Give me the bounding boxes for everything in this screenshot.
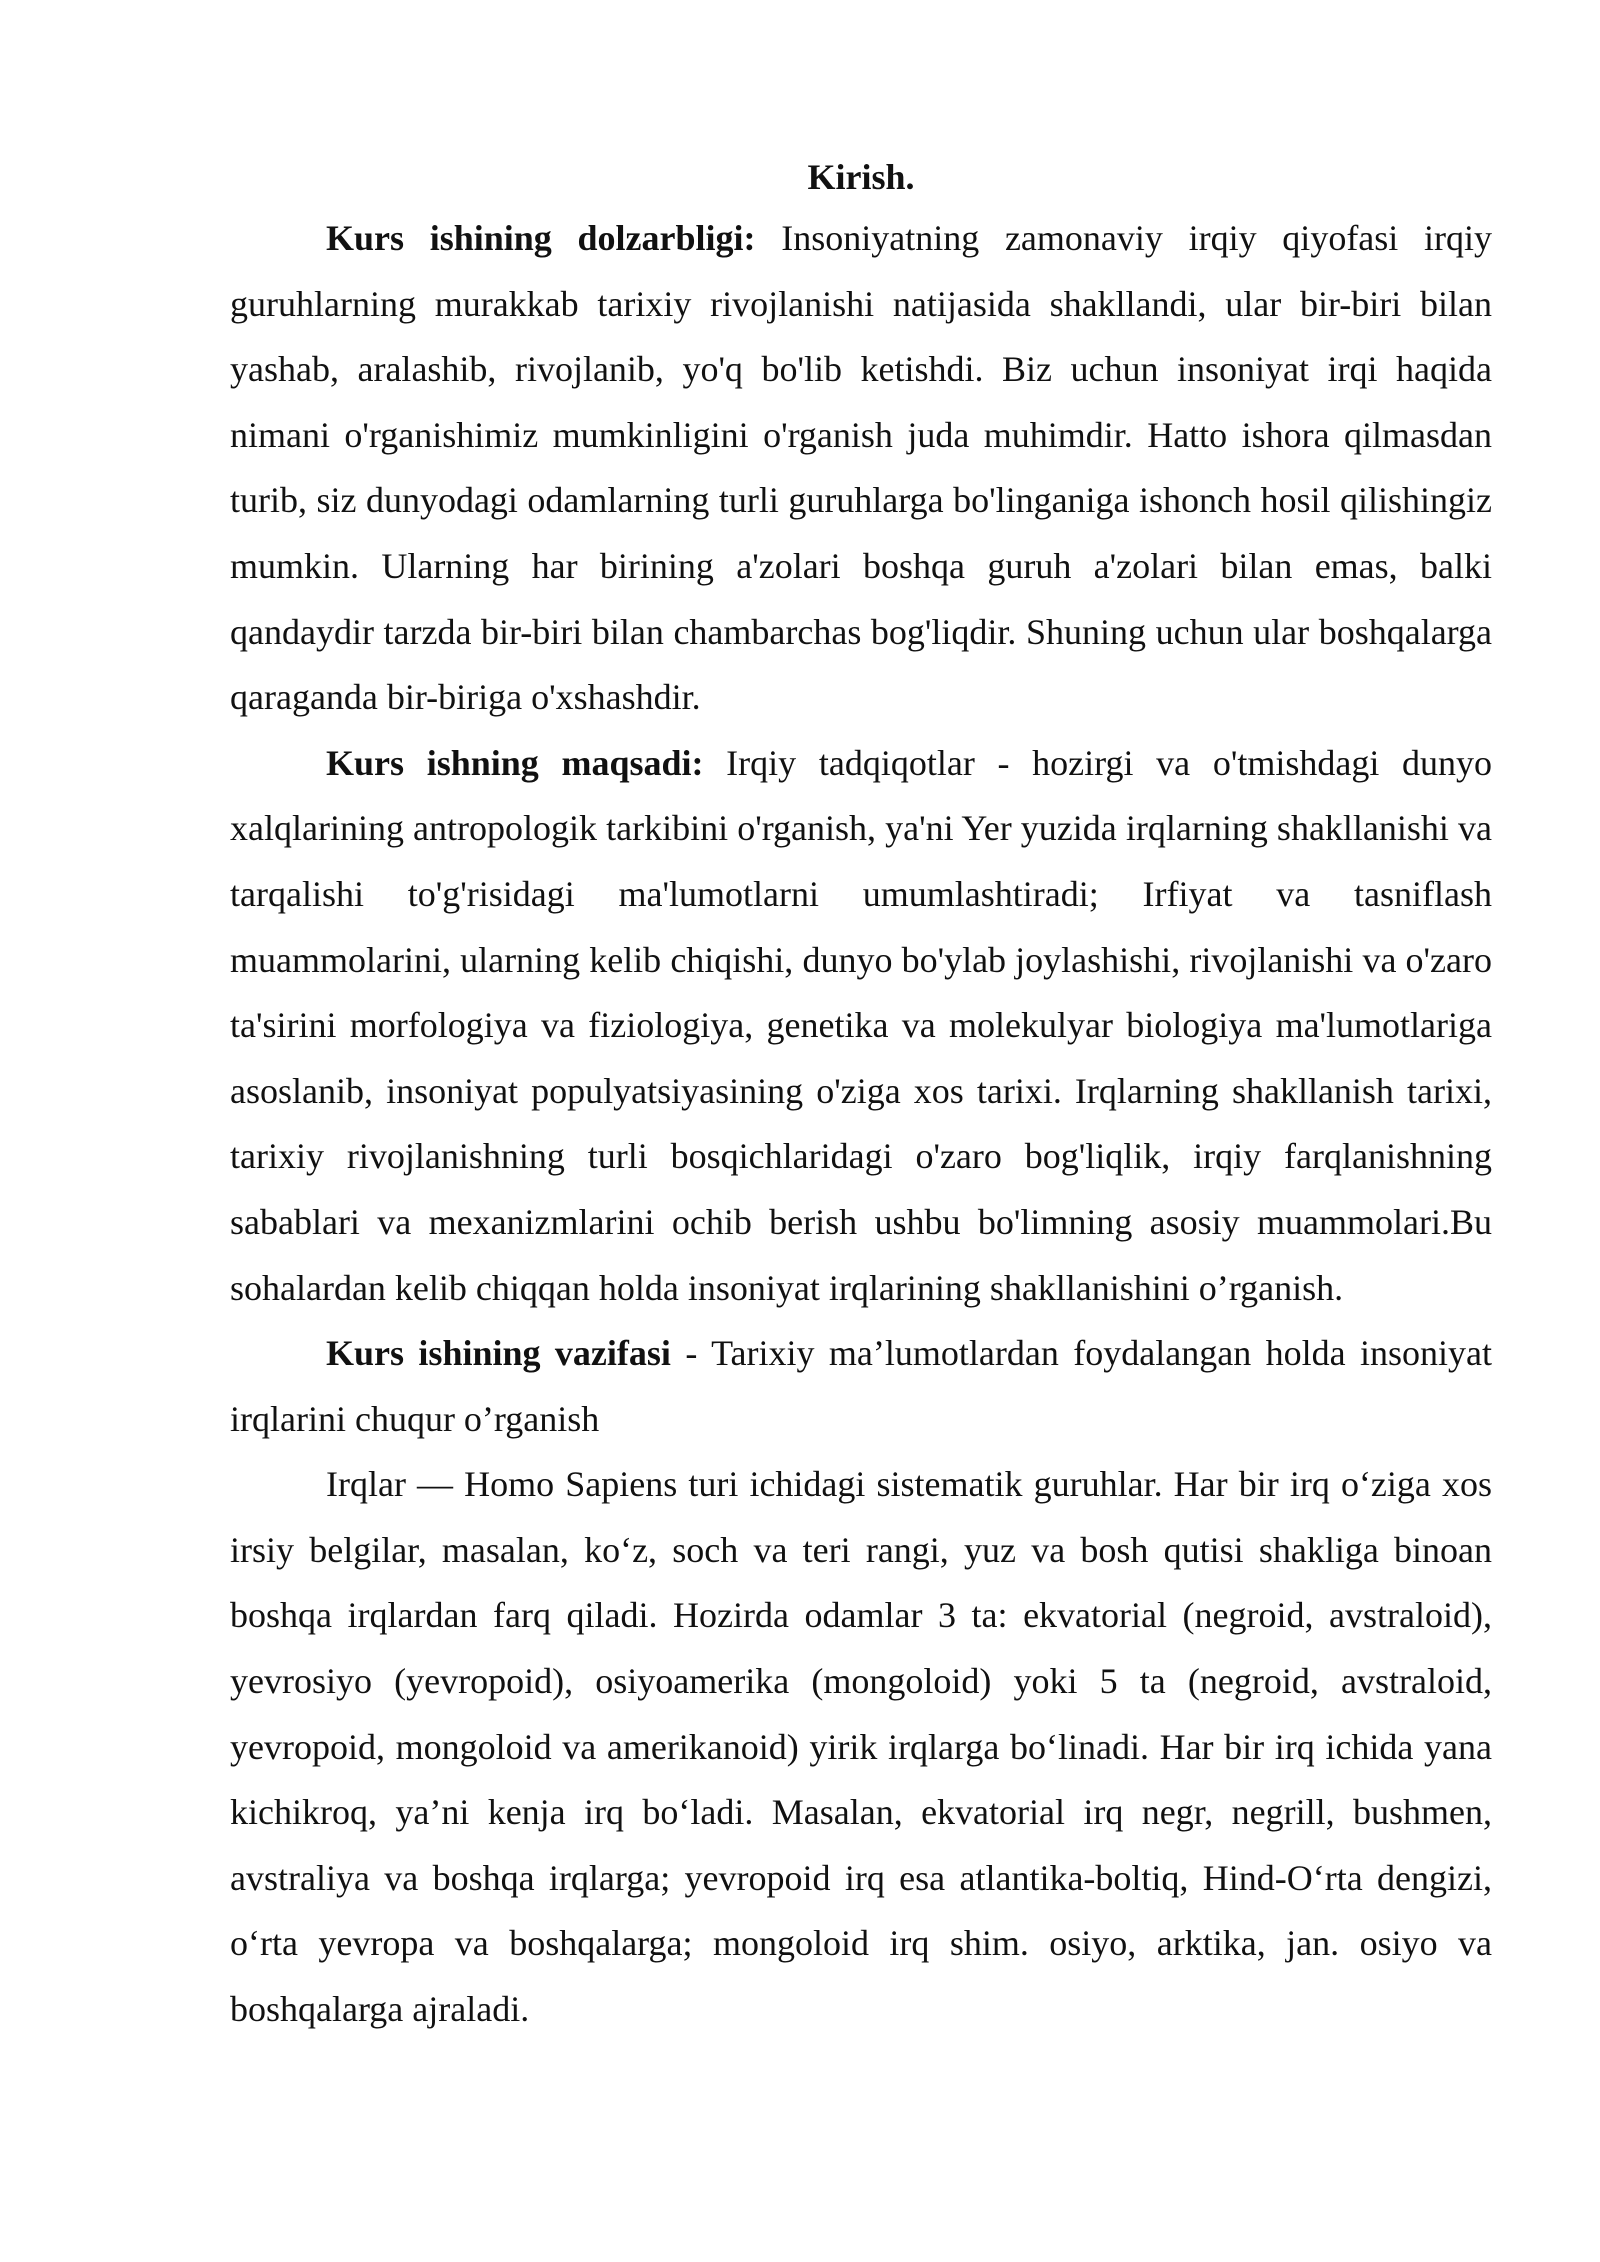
paragraph-text-races: Irqlar — Homo Sapiens turi ichidagi sistematik guruhlar. Har bir irq o‘ziga xos irsiy belgilar, masalan, ko‘z, soch va teri rangi, yuz va bosh qutisi shakliga binoan boshqa irqlardan farq qiladi. Hozirda odamlar 3 ta: ekvatorial (negroid, avstraloid), yevrosiyo (yevropoid), osiyoamerika (mongoloid) yoki 5 ta (negroid, avstraloid, yevropoid, mongoloid va amerikanoid) yirik irqlarga bo‘linadi. Har bir irq ichida yana kichikroq, ya’ni kenja irq bo‘ladi. Masalan, ekvatorial irq negr, negrill, bushmen, avstraliya va boshqa irqlarga; yevropoid irq esa atlantika-boltiq, Hind-O‘rta dengizi, o‘rta yevropa va boshqalarga; mongoloid irq shim. osiyo, arktika, jan. osiyo va boshqalarga ajraladi. [230, 1464, 1492, 2030]
paragraph-heading-task: Kurs ishining vazifasi [326, 1333, 671, 1374]
paragraph-text-task: - Tarixiy ma’lumotlardan foydalangan holda insoniyat irqlarini chuqur o’rganish [230, 1333, 1492, 1439]
paragraph-relevance [230, 206, 1492, 731]
paragraph-heading-goal: Kurs ishning maqsadi: [326, 742, 704, 783]
paragraph-task [230, 1321, 1492, 1452]
paragraph-heading-relevance: Kurs ishining dolzarbligi: [326, 218, 756, 258]
document-page [230, 148, 1492, 2138]
paragraph-goal [230, 731, 1492, 1321]
paragraph-text-goal: Irqiy tadqiqotlar - hozirgi va o'tmishdagi dunyo xalqlarining antropologik tarkibini o'rganish, ya'ni Yer yuzida irqlarning shakllanishi va tarqalishi to'g'risidagi ma'lumotlarni umumlashtiradi; Irfiyat va tasniflash muammolarini, ularning kelib chiqishi, dunyo bo'ylab joylashishi, rivojlanishi va o'zaro ta'sirini morfologiya va fiziologiya, genetika va molekulyar biologiya ma'lumotlariga asoslanib, insoniyat populyatsiyasining o'ziga xos tarixi. Irqlarning shakllanish tarixi, tarixiy rivojlanishning turli bosqichlaridagi o'zaro bog'liqlik, irqiy farqlanishning sabablari va mexanizmlarini ochib berish ushbu bo'limning asosiy muammolari.Bu sohalardan kelib chiqqan holda insoniyat irqlarining shakllanishini o’rganish. [230, 742, 1492, 1308]
paragraph-races [230, 1452, 1492, 2042]
document-title: Kirish. [807, 157, 915, 197]
paragraph-text-relevance: Insoniyatning zamonaviy irqiy qiyofasi irqiy guruhlarning murakkab tarixiy rivojlanishi natijasida shakllandi, ular bir-biri bilan yashab, aralashib, rivojlanib, yo'q bo'lib ketishdi. Biz uchun insoniyat irqi haqida nimani o'rganishimiz mumkinligini o'rganish juda muhimdir. Hatto ishora qilmasdan turib, siz dunyodagi odamlarning turli guruhlarga bo'linganiga ishonch hosil qilishingiz mumkin. Ularning har birining a'zolari boshqa guruh a'zolari bilan emas, balki qandaydir tarzda bir-biri bilan chambarchas bog'liqdir. Shuning uchun ular boshqalarga qaraganda bir-biriga o'xshashdir. [230, 218, 1492, 718]
